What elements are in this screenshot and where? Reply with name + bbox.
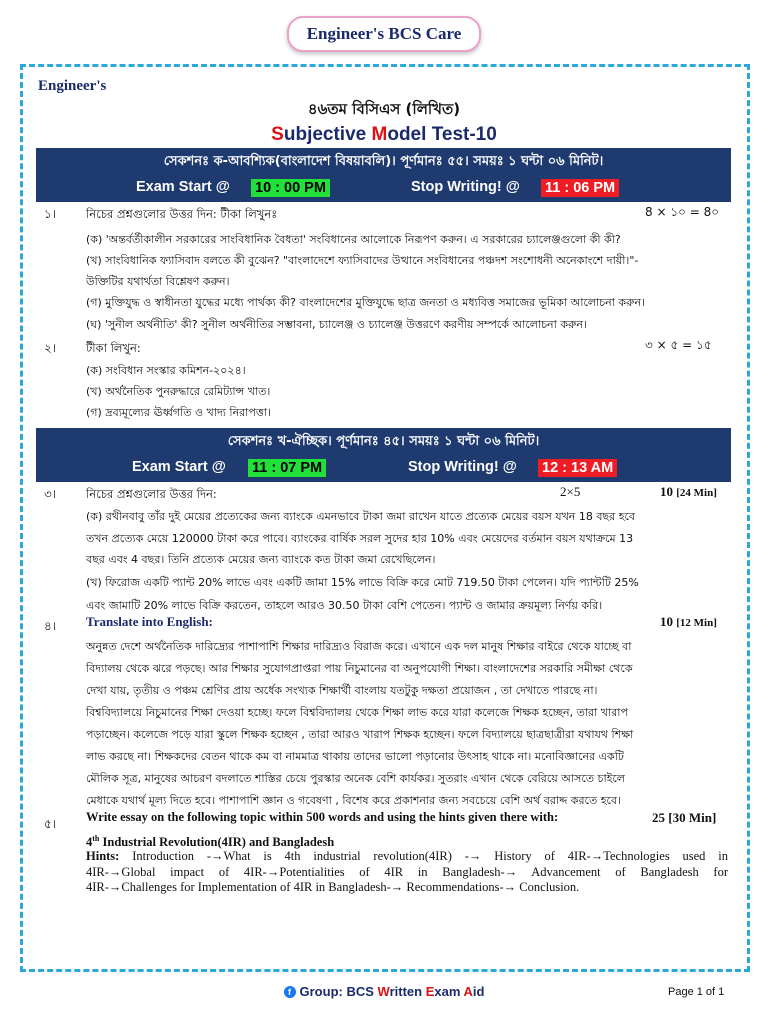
q2-marks: ৩ × ৫ = ১৫ [645, 338, 712, 352]
section-a-start-time: 10 : 00 PM [251, 179, 330, 197]
footer-a: A [463, 984, 473, 999]
q4-line: বিশ্ববিদ্যালয়ে নিচুমানের শিক্ষা দেওয়া হচ্ছে। ফলে বিশ্ববিদ্যালয় থেকে শিক্ষা লাভ করে যারা কলেজে শিক্ষক হচ্ছেন, তারা খারাপ [86, 706, 628, 719]
q1-line: (ক) 'অন্তর্বর্তীকালীন সরকারের সাংবিধানিক বৈধতা' সংবিধানের আলোকে নিরূপণ করুন। এ সরকারের চ্যালেঞ্জগুলো কী কী? [86, 233, 621, 246]
section-a-start-label: Exam Start @ [136, 179, 230, 195]
section-a-stop-time: 11 : 06 PM [541, 179, 619, 197]
exam-title: ৪৬তম বিসিএস (লিখিত) [307, 100, 461, 118]
q5-hints [86, 849, 728, 896]
q1-line: (গ) মুক্তিযুদ্ধ ও স্বাধীনতা যুদ্ধের মধ্যে পার্থক্য কী? বাংলাদেশের মুক্তিযুদ্ধে ছাত্র জনতা ও মধ্যবিত্ত সমাজের ভূমিকা আলোচনা করুন। [86, 296, 646, 309]
q1-number: ১। [44, 207, 57, 221]
section-a-stop-label: Stop Writing! @ [411, 179, 520, 195]
q3-marks-value: 10 [660, 484, 673, 499]
q1-line: (ঘ) 'সুনীল অর্থনীতি' কী? সুনীল অর্থনীতির সম্ভাবনা, চ্যালেঞ্জ ও চ্যালেঞ্জ উত্তরণে করণীয় সম্পর্কে আলোচনা করুন। [86, 318, 587, 331]
q4-line: পড়াচ্ছেন। কলেজে পড়ে যারা স্কুলে শিক্ষক হচ্ছেন , তারা আরও খারাপ শিক্ষক হচ্ছেন। ফলে বিদ্যালয়ে ছাত্রছাত্রীরা যথাযথ শিক্ষা [86, 728, 634, 741]
q4-marks [660, 614, 717, 630]
q4-text: Translate into English: [86, 614, 213, 629]
footer-g1: BCS [346, 984, 378, 999]
q5-hints-line: 4IR-→Global impact of 4IR-→Potentialities of 4IR in Bangladesh-→ Advancement of Bangladesh for [86, 864, 728, 879]
q4-line: অনুন্নত দেশে অর্থনৈতিক দারিদ্র্যের পাশাপাশি শিক্ষার দারিদ্র্যও বিরাজ করে। এখানে এক দল মানুষ শিক্ষার বাইরে থেকে যাচ্ছে বা [86, 640, 632, 653]
q5-hints-line: 4IR-→Challenges for Implementation of 4IR in Bangladesh-→ Recommendations-→ Conclusion. [86, 880, 580, 894]
q4-line: বিদ্যালয় থেকে ঝরে পড়ছে। আর শিক্ষার সুযোগপ্রাপ্তরা পায় নিচুমানের বা অনুপযোগী শিক্ষা। বাংলাদেশের সরকারি সমীক্ষা থেকে [86, 662, 633, 675]
footer-g2: ritten [389, 984, 426, 999]
section-b-times [36, 454, 731, 482]
q4-line: মৌলিক সূত্র, মানুষের আচরণ বদলাতে শাস্তির চেয়ে পুরস্কার অনেক বেশি কার্যকর। সুতরাং এখান থেকে বেরিয়ে আসতে চাইলে [86, 772, 625, 785]
q5-hints-text: Introduction -→What is 4th industrial revolution(4IR) -→ History of 4IR-→Technologies used in [132, 849, 728, 863]
q2-number: ২। [44, 341, 57, 355]
q4-line: লাভ করছে না। শিক্ষকদের বেতন থাকে কম বা নামমাত্র থাকায় তাদের ভালো পড়ানোর উৎসাহ থাকে না। মনোবিজ্ঞানের একটি [86, 750, 624, 763]
page-number: Page 1 of 1 [668, 986, 725, 998]
q4-marks-value: 10 [660, 614, 673, 629]
q5-text: Write essay on the following topic within 500 words and using the hints given there with: [86, 810, 559, 824]
q5-marks [652, 810, 716, 826]
section-b-start-label: Exam Start @ [132, 459, 226, 475]
q5-hints-line [86, 849, 728, 865]
section-a-title: সেকশনঃ ক-আবশ্যিক(বাংলাদেশ বিষয়াবলি)। পূর্ণমানঃ ৫৫। সময়ঃ ১ ঘন্টা ০৬ মিনিট। [163, 154, 604, 169]
footer [0, 984, 768, 999]
q4-time: [12 Min] [676, 617, 717, 629]
test-title-m: M [371, 124, 388, 145]
q2-line: (ক) সংবিধান সংস্কার কমিশন-২০২৪। [86, 364, 246, 377]
q2-line: (খ) অর্থনৈতিক পুনরুদ্ধারে রেমিট্যান্স খাত। [86, 385, 271, 398]
q1-line: উক্তিটির যথার্থতা বিশ্লেষণ করুন। [86, 275, 230, 288]
test-title-s: S [271, 124, 284, 145]
q5-topic-rest: Industrial Revolution(4IR) and Bangladesh [99, 835, 335, 850]
q4-line: দেখা যায়, তৃতীয় ও পঞ্চম শ্রেণির প্রায় অর্ধেক সংখ্যক শিক্ষার্থী বাংলায় যতটুকু দক্ষতা প্রয়োজন , তা দেখাতে পারছে না। [86, 684, 598, 697]
q3-line: (ক) রথীনবাবু তাঁর দুই মেয়ের প্রত্যেকের জন্য ব্যাংকে এমনভাবে টাকা জমা রাখেন যাতে প্রত্যেক মেয়ের বয়স যখন 18 বছর হবে [86, 510, 636, 523]
q5-topic [86, 834, 334, 850]
section-b-start-time: 11 : 07 PM [248, 459, 326, 477]
footer-w: W [377, 984, 390, 999]
q3-number: ৩। [44, 487, 57, 501]
footer-prefix: Group: [299, 984, 347, 999]
test-title-rest: Test-10 [431, 124, 497, 145]
q3-text: নিচের প্রশ্নগুলোর উত্তর দিন: [86, 487, 217, 501]
q3-line: এবং জামাটি 20% লাভে বিক্রি করতেন, তাহলে আরও 30.50 টাকা বেশি পেতেন। প্যান্ট ও জামার ক্রয়মূল্য নির্ণয় করি। [86, 599, 603, 612]
section-a-times [36, 174, 731, 202]
header [0, 16, 768, 52]
footer-g4: id [472, 984, 485, 999]
test-title [0, 124, 768, 146]
test-title-ubjective: ubjective [283, 124, 372, 145]
section-b-title: সেকশনঃ খ-ঐচ্ছিক। পূর্ণমানঃ ৪৫। সময়ঃ ১ ঘন্টা ০৬ মিনিট। [227, 434, 540, 449]
q4-number: ৪। [44, 619, 57, 633]
section-a-band [36, 148, 731, 202]
q5-marks-value: 25 [652, 810, 665, 825]
q2-line: (গ) দ্রব্যমূল্যের ঊর্ধ্বগতি ও খাদ্য নিরাপত্তা। [86, 406, 271, 419]
q5-topic-sup: th [92, 834, 100, 843]
q4-line: মেধাকে যথার্থ মূল্য দিতে হবে। পাশাপাশি জ্ঞান ও গবেষণা , বিশেষ করে প্রকাশনার জন্য সবচেয়ে বেশি অর্থ বরাদ্দ করতে হবে। [86, 794, 621, 807]
q3-line: তখন প্রত্যেক মেয়ে 120000 টাকা করে পাবে। ব্যাংকের বার্ষিক সরল সুদের হার 10% এবং মেয়েদের বর্তমান বয়স যথাক্রমে 13 [86, 532, 634, 545]
q5-hints-label: Hints: [86, 849, 120, 863]
q2-text: টীকা লিখুন: [86, 341, 141, 355]
footer-e: E [425, 984, 435, 999]
q1-line: (খ) সাংবিধানিক ফ্যাসিবাদ বলতে কী বুঝেন? "বাংলাদেশে ফ্যাসিবাদের উত্থানে সংবিধানের পঞ্চদশ সংশোধনী অনেকাংশে দায়ী।"- [86, 254, 639, 267]
q1-marks: 8 × ১০ = 8০ [645, 205, 720, 219]
q5-time: [30 Min] [668, 810, 717, 825]
brand-title: Engineer's BCS Care [287, 16, 482, 52]
q3-mid: 2×5 [560, 484, 581, 499]
q5-topic-pre: 4 [86, 835, 93, 850]
section-b-stop-time: 12 : 13 AM [538, 459, 617, 477]
q1-text: নিচের প্রশ্নগুলোর উত্তর দিন: টীকা লিখুনঃ [86, 207, 278, 221]
facebook-icon[interactable]: f [284, 986, 296, 998]
q3-line: বছর এবং 4 বছর। তিনি প্রত্যেক মেয়ের জন্য ব্যাংকে কত টাকা জমা রেখেছিলেন। [86, 553, 436, 566]
footer-g3: xam [434, 984, 464, 999]
section-b-stop-label: Stop Writing! @ [408, 459, 517, 475]
q5-number: ৫। [44, 817, 57, 831]
q3-marks [660, 484, 717, 500]
q3-line: (খ) ফিরোজ একটি প্যান্ট 20% লাভে এবং একটি জামা 15% লাভে বিক্রি করে মোট 719.50 টাকা পেলেন। যদি প্যান্টটি 25% [86, 576, 639, 589]
q3-time: [24 Min] [676, 487, 717, 499]
test-title-odel: odel [387, 124, 432, 145]
section-b-band [36, 428, 731, 482]
brand-small: Engineer's [38, 78, 107, 94]
